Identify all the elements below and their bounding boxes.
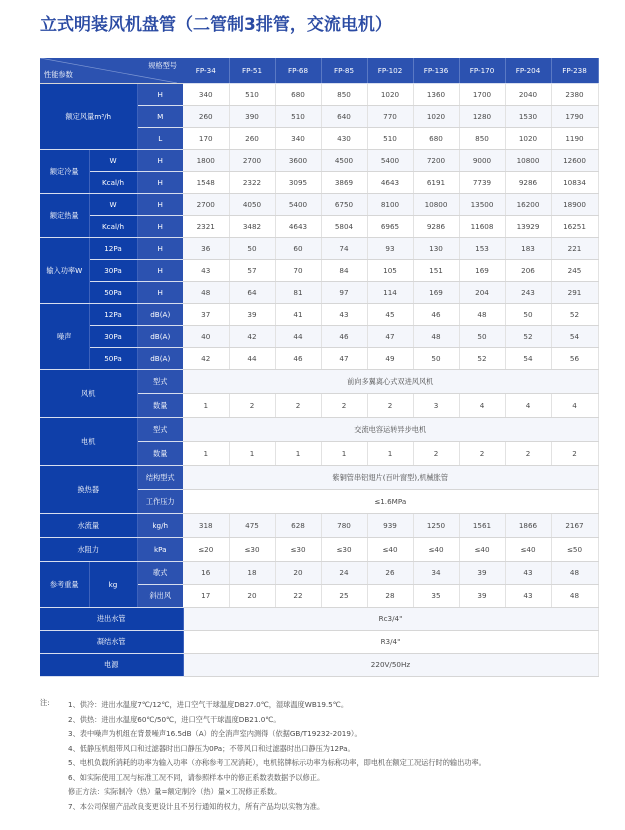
table-row bbox=[40, 303, 598, 325]
sub-label: kg bbox=[89, 561, 137, 607]
table-cell: 46 bbox=[413, 303, 459, 325]
table-cell: 49 bbox=[367, 347, 413, 369]
table-row bbox=[40, 259, 598, 281]
table-cell: 18 bbox=[229, 561, 275, 584]
model-header: FP-204 bbox=[505, 58, 551, 83]
table-row bbox=[40, 237, 598, 259]
row-unit: 型式 bbox=[137, 369, 183, 393]
table-row bbox=[40, 537, 598, 561]
table-cell: ≤40 bbox=[505, 537, 551, 561]
table-cell: 17 bbox=[183, 584, 229, 607]
table-cell: 46 bbox=[321, 325, 367, 347]
table-cell: 114 bbox=[367, 281, 413, 303]
table-cell: 56 bbox=[551, 347, 598, 369]
table-cell: 1561 bbox=[459, 513, 505, 537]
model-header: FP-34 bbox=[183, 58, 229, 83]
row-unit: dB(A) bbox=[137, 325, 183, 347]
table-cell: 3 bbox=[413, 393, 459, 417]
sub-label: Kcal/h bbox=[89, 171, 137, 193]
table-cell: ≤40 bbox=[459, 537, 505, 561]
table-cell: 9000 bbox=[459, 149, 505, 171]
table-cell: 45 bbox=[367, 303, 413, 325]
table-cell: 84 bbox=[321, 259, 367, 281]
table-row bbox=[40, 347, 598, 369]
table-cell: 1190 bbox=[551, 127, 598, 149]
table-cell: 206 bbox=[505, 259, 551, 281]
table-cell: 340 bbox=[183, 83, 229, 105]
row-unit: 数量 bbox=[137, 393, 183, 417]
row-unit: 工作压力 bbox=[137, 489, 183, 513]
row-unit: H bbox=[137, 171, 183, 193]
table-cell: 6191 bbox=[413, 171, 459, 193]
page-title: 立式明装风机盘管（二管制3排管，交流电机） bbox=[40, 15, 392, 35]
table-cell: 1280 bbox=[459, 105, 505, 127]
section-label: 换热器 bbox=[40, 465, 137, 513]
table-cell: 260 bbox=[229, 127, 275, 149]
sub-label: 30Pa bbox=[89, 259, 137, 281]
section-label: 凝结水管 bbox=[40, 630, 183, 653]
table-cell: 640 bbox=[321, 105, 367, 127]
table-row bbox=[40, 325, 598, 347]
table-cell: 40 bbox=[183, 325, 229, 347]
model-header: FP-51 bbox=[229, 58, 275, 83]
table-cell: Rc3/4" bbox=[183, 607, 598, 630]
header-corner bbox=[40, 58, 183, 83]
table-cell: 390 bbox=[229, 105, 275, 127]
table-row bbox=[40, 281, 598, 303]
table-cell: 628 bbox=[275, 513, 321, 537]
model-header: FP-68 bbox=[275, 58, 321, 83]
table-cell: ≤20 bbox=[183, 537, 229, 561]
table-cell: 2 bbox=[321, 393, 367, 417]
table-cell: 1 bbox=[229, 441, 275, 465]
table-cell: 4 bbox=[551, 393, 598, 417]
table-cell: 48 bbox=[551, 584, 598, 607]
model-header: FP-85 bbox=[321, 58, 367, 83]
table-cell: 850 bbox=[321, 83, 367, 105]
table-cell: 1020 bbox=[367, 83, 413, 105]
table-cell: 10834 bbox=[551, 171, 598, 193]
table-cell: 7739 bbox=[459, 171, 505, 193]
table-cell: ≤40 bbox=[367, 537, 413, 561]
row-unit: H bbox=[137, 193, 183, 215]
table-cell: 13500 bbox=[459, 193, 505, 215]
note-item: 4、低静压机组带风口和过滤器时出口静压为0Pa；不带风口和过滤器时出口静压为12Pa。 bbox=[68, 743, 355, 753]
table-row bbox=[40, 171, 598, 193]
table-cell: 1530 bbox=[505, 105, 551, 127]
table-cell: 1800 bbox=[183, 149, 229, 171]
table-cell: 1360 bbox=[413, 83, 459, 105]
table-cell: 24 bbox=[321, 561, 367, 584]
table-cell: 47 bbox=[367, 325, 413, 347]
table-cell: 50 bbox=[229, 237, 275, 259]
table-cell: 2 bbox=[367, 393, 413, 417]
table-cell: 1790 bbox=[551, 105, 598, 127]
table-row bbox=[40, 630, 598, 653]
model-header: FP-238 bbox=[551, 58, 598, 83]
table-row bbox=[40, 83, 598, 105]
table-cell: 475 bbox=[229, 513, 275, 537]
param-label: 性能参数 bbox=[44, 69, 73, 79]
table-cell: 34 bbox=[413, 561, 459, 584]
table-cell: 25 bbox=[321, 584, 367, 607]
table-cell: 35 bbox=[413, 584, 459, 607]
table-cell: 10800 bbox=[505, 149, 551, 171]
table-cell: 430 bbox=[321, 127, 367, 149]
table-cell: 2167 bbox=[551, 513, 598, 537]
spec-label: 规格型号 bbox=[148, 61, 177, 70]
table-cell: 52 bbox=[459, 347, 505, 369]
model-header: FP-136 bbox=[413, 58, 459, 83]
table-cell: 9286 bbox=[505, 171, 551, 193]
table-cell: 204 bbox=[459, 281, 505, 303]
table-cell: 4643 bbox=[275, 215, 321, 237]
table-cell: 20 bbox=[229, 584, 275, 607]
table-cell: 52 bbox=[505, 325, 551, 347]
table-cell: 54 bbox=[505, 347, 551, 369]
table-cell: 39 bbox=[459, 561, 505, 584]
table-cell: 510 bbox=[275, 105, 321, 127]
table-cell: 60 bbox=[275, 237, 321, 259]
note-item: 1、供冷：进出水温度7℃/12℃，进口空气干球温度DB27.0℃，湿球温度WB19.5℃。 bbox=[68, 700, 349, 709]
table-row bbox=[40, 607, 598, 630]
table-cell: 64 bbox=[229, 281, 275, 303]
section-label: 水流量 bbox=[40, 513, 137, 537]
table-row bbox=[40, 215, 598, 237]
section-label: 输入功率W bbox=[40, 237, 89, 303]
table-cell: 3600 bbox=[275, 149, 321, 171]
table-cell: 2700 bbox=[229, 149, 275, 171]
table-cell: R3/4" bbox=[183, 630, 598, 653]
table-cell: 1 bbox=[367, 441, 413, 465]
table-cell: ≤1.6MPa bbox=[183, 489, 598, 513]
table-row bbox=[40, 513, 598, 537]
table-cell: 1700 bbox=[459, 83, 505, 105]
table-cell: 4500 bbox=[321, 149, 367, 171]
table-cell: 3869 bbox=[321, 171, 367, 193]
table-cell: 41 bbox=[275, 303, 321, 325]
table-cell: 850 bbox=[459, 127, 505, 149]
table-cell: 130 bbox=[413, 237, 459, 259]
table-cell: 28 bbox=[367, 584, 413, 607]
section-label: 噪声 bbox=[40, 303, 89, 369]
table-cell: 2322 bbox=[229, 171, 275, 193]
table-cell: 1020 bbox=[413, 105, 459, 127]
table-cell: 260 bbox=[183, 105, 229, 127]
table-cell: 5400 bbox=[367, 149, 413, 171]
table-cell: 6750 bbox=[321, 193, 367, 215]
row-unit: H bbox=[137, 281, 183, 303]
table-row bbox=[40, 193, 598, 215]
table-cell: 291 bbox=[551, 281, 598, 303]
table-cell: 93 bbox=[367, 237, 413, 259]
row-unit: M bbox=[137, 105, 183, 127]
section-label: 电机 bbox=[40, 417, 137, 465]
table-cell: 318 bbox=[183, 513, 229, 537]
table-cell: 7200 bbox=[413, 149, 459, 171]
table-cell: 44 bbox=[229, 347, 275, 369]
table-cell: 52 bbox=[551, 303, 598, 325]
table-cell: 26 bbox=[367, 561, 413, 584]
table-cell: 2700 bbox=[183, 193, 229, 215]
section-label: 水阻力 bbox=[40, 537, 137, 561]
row-unit: 结构型式 bbox=[137, 465, 183, 489]
sub-label: Kcal/h bbox=[89, 215, 137, 237]
table-cell: 44 bbox=[275, 325, 321, 347]
table-cell: 43 bbox=[183, 259, 229, 281]
table-cell: 151 bbox=[413, 259, 459, 281]
table-cell: ≤30 bbox=[275, 537, 321, 561]
row-unit: H bbox=[137, 237, 183, 259]
table-cell: 4643 bbox=[367, 171, 413, 193]
sub-label: 12Pa bbox=[89, 237, 137, 259]
row-unit: 歌式 bbox=[137, 561, 183, 584]
table-cell: 1 bbox=[275, 441, 321, 465]
table-cell: 4 bbox=[459, 393, 505, 417]
table-cell: 2 bbox=[459, 441, 505, 465]
table-row bbox=[40, 653, 598, 676]
table-cell: 50 bbox=[505, 303, 551, 325]
table-cell: 74 bbox=[321, 237, 367, 259]
table-cell: 510 bbox=[367, 127, 413, 149]
table-cell: 48 bbox=[413, 325, 459, 347]
table-cell: 1 bbox=[183, 393, 229, 417]
row-unit: 数量 bbox=[137, 441, 183, 465]
table-cell: 4050 bbox=[229, 193, 275, 215]
row-unit: H bbox=[137, 259, 183, 281]
row-unit: kg/h bbox=[137, 513, 183, 537]
table-cell: ≤50 bbox=[551, 537, 598, 561]
table-cell: 2040 bbox=[505, 83, 551, 105]
table-row bbox=[40, 417, 598, 441]
spec-table bbox=[40, 58, 599, 677]
table-cell: 183 bbox=[505, 237, 551, 259]
table-cell: 680 bbox=[275, 83, 321, 105]
table-cell: 48 bbox=[183, 281, 229, 303]
table-cell: 1866 bbox=[505, 513, 551, 537]
section-label: 风机 bbox=[40, 369, 137, 417]
table-cell: 153 bbox=[459, 237, 505, 259]
note-item: 6、如实际使用工况与标准工况不同，请参照样本中的修正系数表数据予以修正。 bbox=[68, 772, 325, 782]
table-cell: 39 bbox=[459, 584, 505, 607]
note-item: 2、供热：进出水温度60℃/50℃，进口空气干球温度DB21.0℃。 bbox=[68, 714, 281, 724]
sub-label: 12Pa bbox=[89, 303, 137, 325]
table-cell: 54 bbox=[551, 325, 598, 347]
row-unit: dB(A) bbox=[137, 347, 183, 369]
section-label: 额定风量m³/h bbox=[40, 83, 137, 149]
table-cell: 9286 bbox=[413, 215, 459, 237]
table-cell: 10800 bbox=[413, 193, 459, 215]
table-cell: 12600 bbox=[551, 149, 598, 171]
sub-label: W bbox=[89, 149, 137, 171]
note-item: 7、本公司保留产品改良变更设计且不另行通知的权力，所有产品均以实物为准。 bbox=[68, 801, 325, 811]
note-item: 3、表中噪声为机组在背景噪声16.5dB（A）的全消声室内测得（依据GB/T19232-2019）。 bbox=[68, 729, 362, 738]
table-cell: 680 bbox=[413, 127, 459, 149]
model-header: FP-170 bbox=[459, 58, 505, 83]
table-cell: 50 bbox=[459, 325, 505, 347]
sub-label: W bbox=[89, 193, 137, 215]
row-unit: dB(A) bbox=[137, 303, 183, 325]
table-cell: 169 bbox=[413, 281, 459, 303]
table-cell: 16 bbox=[183, 561, 229, 584]
table-cell: ≤40 bbox=[413, 537, 459, 561]
table-cell: 780 bbox=[321, 513, 367, 537]
row-unit: 斜出风 bbox=[137, 584, 183, 607]
row-unit: L bbox=[137, 127, 183, 149]
table-cell: 510 bbox=[229, 83, 275, 105]
sub-label: 30Pa bbox=[89, 325, 137, 347]
table-cell: 11608 bbox=[459, 215, 505, 237]
model-header: FP-102 bbox=[367, 58, 413, 83]
table-cell: 48 bbox=[459, 303, 505, 325]
sub-label: 50Pa bbox=[89, 281, 137, 303]
table-cell: 245 bbox=[551, 259, 598, 281]
table-cell: 36 bbox=[183, 237, 229, 259]
table-cell: 16251 bbox=[551, 215, 598, 237]
table-cell: 1548 bbox=[183, 171, 229, 193]
row-unit: H bbox=[137, 215, 183, 237]
table-cell: 交流电容运转异步电机 bbox=[183, 417, 598, 441]
table-cell: 20 bbox=[275, 561, 321, 584]
table-cell: 770 bbox=[367, 105, 413, 127]
table-cell: 42 bbox=[229, 325, 275, 347]
row-unit: H bbox=[137, 83, 183, 105]
table-cell: 1250 bbox=[413, 513, 459, 537]
table-cell: 1 bbox=[183, 441, 229, 465]
table-cell: 37 bbox=[183, 303, 229, 325]
table-cell: 220V/50Hz bbox=[183, 653, 598, 676]
table-cell: 170 bbox=[183, 127, 229, 149]
section-label: 电源 bbox=[40, 653, 183, 676]
table-cell: 42 bbox=[183, 347, 229, 369]
table-cell: 2 bbox=[505, 441, 551, 465]
table-row bbox=[40, 149, 598, 171]
note-item: 5、电机负载所消耗的功率为输入功率（亦称参考工况消耗），电机铭牌标示功率为标称功率，即电机在额定工况运行时的输出功率。 bbox=[68, 758, 486, 767]
table-cell: 57 bbox=[229, 259, 275, 281]
table-row bbox=[40, 465, 598, 489]
table-cell: 221 bbox=[551, 237, 598, 259]
table-cell: 2321 bbox=[183, 215, 229, 237]
table-cell: 2 bbox=[551, 441, 598, 465]
table-cell: 48 bbox=[551, 561, 598, 584]
table-cell: 243 bbox=[505, 281, 551, 303]
table-cell: 2 bbox=[413, 441, 459, 465]
table-cell: ≤30 bbox=[229, 537, 275, 561]
row-unit: kPa bbox=[137, 537, 183, 561]
table-cell: 8100 bbox=[367, 193, 413, 215]
table-cell: 1 bbox=[321, 441, 367, 465]
table-cell: 2 bbox=[229, 393, 275, 417]
table-cell: 2380 bbox=[551, 83, 598, 105]
table-cell: 5804 bbox=[321, 215, 367, 237]
table-row bbox=[40, 561, 598, 584]
table-cell: 169 bbox=[459, 259, 505, 281]
table-row bbox=[40, 369, 598, 393]
table-cell: 5400 bbox=[275, 193, 321, 215]
table-cell: 70 bbox=[275, 259, 321, 281]
sub-label: 50Pa bbox=[89, 347, 137, 369]
table-cell: 50 bbox=[413, 347, 459, 369]
table-cell: 39 bbox=[229, 303, 275, 325]
table-cell: 18900 bbox=[551, 193, 598, 215]
table-cell: 3095 bbox=[275, 171, 321, 193]
table-cell: 紫铜管串铝翅片(百叶窗型),机械胀管 bbox=[183, 465, 598, 489]
section-label: 额定热量 bbox=[40, 193, 89, 237]
table-cell: 47 bbox=[321, 347, 367, 369]
table-cell: 22 bbox=[275, 584, 321, 607]
table-cell: 3482 bbox=[229, 215, 275, 237]
table-cell: 13929 bbox=[505, 215, 551, 237]
table-cell: 16200 bbox=[505, 193, 551, 215]
table-cell: 46 bbox=[275, 347, 321, 369]
table-cell: 前向多翼离心式双进风风机 bbox=[183, 369, 598, 393]
row-unit: H bbox=[137, 149, 183, 171]
table-cell: 81 bbox=[275, 281, 321, 303]
table-cell: 1020 bbox=[505, 127, 551, 149]
notes-label: 注: bbox=[40, 698, 50, 707]
table-cell: 340 bbox=[275, 127, 321, 149]
table-cell: 43 bbox=[505, 561, 551, 584]
section-label: 参考重量 bbox=[40, 561, 89, 607]
section-label: 进出水管 bbox=[40, 607, 183, 630]
table-cell: 6965 bbox=[367, 215, 413, 237]
table-cell: 939 bbox=[367, 513, 413, 537]
table-cell: 105 bbox=[367, 259, 413, 281]
table-cell: 43 bbox=[321, 303, 367, 325]
note-item: 修正方法：实际制冷（热）量=额定制冷（热）量×工况修正系数。 bbox=[68, 787, 282, 796]
table-cell: 4 bbox=[505, 393, 551, 417]
notes-list bbox=[68, 698, 608, 814]
table-cell: 2 bbox=[275, 393, 321, 417]
table-cell: 97 bbox=[321, 281, 367, 303]
section-label: 额定冷量 bbox=[40, 149, 89, 193]
row-unit: 型式 bbox=[137, 417, 183, 441]
table-cell: ≤30 bbox=[321, 537, 367, 561]
table-cell: 43 bbox=[505, 584, 551, 607]
